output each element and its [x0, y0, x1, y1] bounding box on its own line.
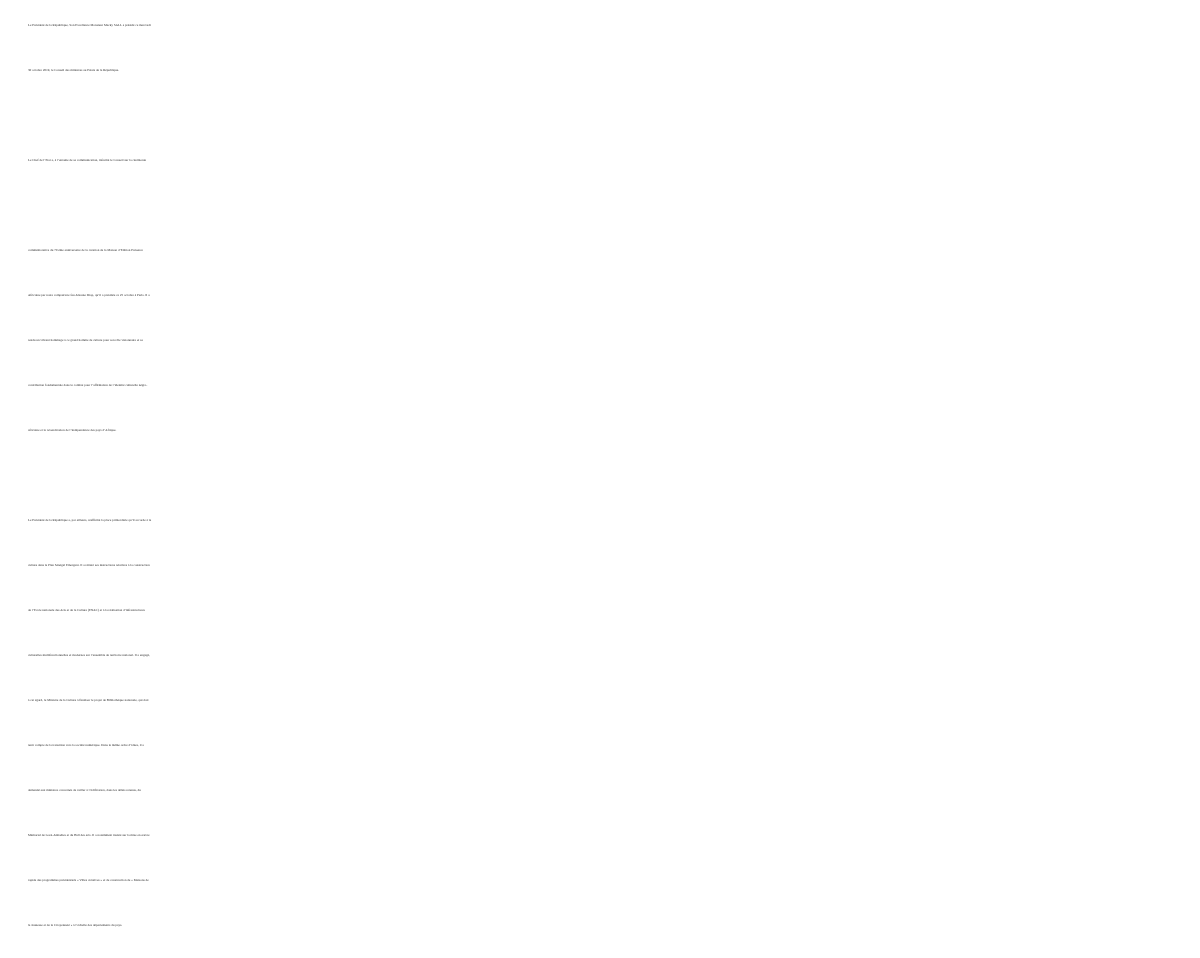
text-line: africaine et la revendication de l’indépendance des pays d’Afrique. — [28, 428, 117, 432]
text-line: commémorative du 70 ème anniversaire de la création de la Maison d’Edition Présence — [28, 248, 143, 252]
text-line: culturelles multifonctionnelles et modernes sur l’ensemble de territoire national. Il a engagé, — [28, 653, 150, 657]
text-line: Le Président de la République, Son Excellence Monsieur Macky SALL a présidé ce mercredi — [28, 23, 151, 27]
text-line: Le Président de la République a, par ailleurs, réaffirmé la place primordiale qu’il accorde à la — [28, 518, 152, 522]
text-line: contribution fondamentale dans le combat pour l’affirmation de l’identité culturelle négro- — [28, 383, 148, 387]
text-line: Africaine par notre compatriote feu Alioune Diop, qu’il a présidée ce 25 octobre à Paris. Il a — [28, 293, 150, 297]
text-line: rapide des programmes présidentiels « Villes créatives » et de construction de « Maisons de — [28, 878, 149, 882]
text-line: 30 octobre 2019, le Conseil des ministres au Palais de la République. — [28, 68, 120, 72]
text-line: culture dans le Plan Sénégal Emergent. Il a réitéré ses instructions relatives à la construction — [28, 563, 150, 567]
paragraph-2 — [28, 138, 146, 183]
paragraph-1 — [28, 3, 151, 93]
text-line: demandé aux ministres concernés de veiller à l’édification, dans les délais retenus, du — [28, 788, 141, 792]
text-line: rendu un vibrant hommage à ce grand homme de culture pour son rôle visionnaire et sa — [28, 338, 143, 342]
text-line: Le Chef de l’Etat a, à l’entame de sa communication, informé le Conseil sur la cérémonie — [28, 158, 147, 162]
paragraph-4 — [28, 498, 151, 948]
text-line: Mémorial de Goré-Almadies et du Hall des arts. Il a notamment insisté sur la mise en œuvre — [28, 833, 150, 837]
text-line: la Jeunesse et de la Citoyenneté » à l’échelle des départements du pays. — [28, 923, 123, 927]
text-line: à cet égard, le Ministre de la Culture à finaliser le projet de Bibliothèque nationale, qui doit — [28, 698, 149, 702]
text-line: tenir compte de la transition vers la société numérique. Dans le même ordre d’idées, il a — [28, 743, 144, 747]
paragraph-3 — [28, 228, 150, 453]
text-line: de l’Ecole nationale des Arts et de la Culture (ENAC) et à la réalisation d’infrastructures — [28, 608, 145, 612]
